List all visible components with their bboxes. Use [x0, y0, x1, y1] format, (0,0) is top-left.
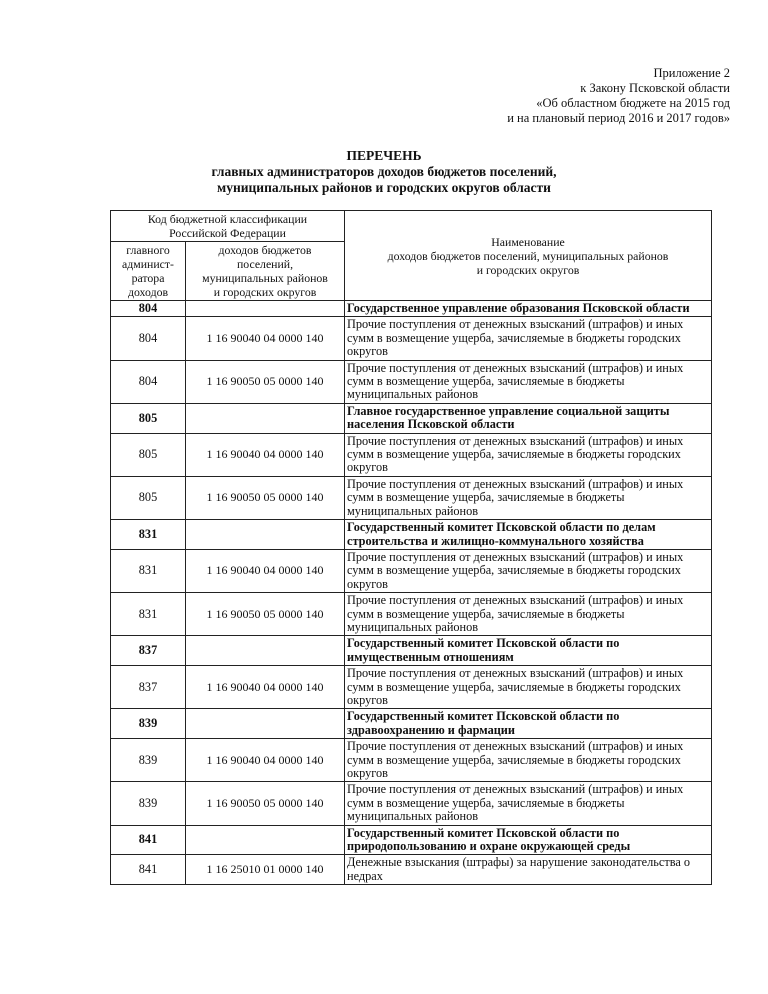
- admin-code-cell: 805: [111, 476, 186, 519]
- name-cell: Государственный комитет Псковской области по имущественным отношениям: [345, 636, 712, 666]
- title-line: главных администраторов доходов бюджетов поселений,: [211, 164, 557, 179]
- income-code-column-header: доходов бюджетов поселений, муниципальных районов и городских округов: [186, 242, 345, 301]
- name-column-header: Наименование доходов бюджетов поселений, муниципальных районов и городских округов: [345, 211, 712, 301]
- administrators-table: [110, 210, 712, 885]
- administrator-row: [111, 520, 712, 550]
- income-code-cell: [186, 825, 345, 855]
- name-cell: Прочие поступления от денежных взысканий (штрафов) и иных сумм в возмещение ущерба, зачисляемые в бюджеты муниципальных районов: [345, 476, 712, 519]
- name-cell: Прочие поступления от денежных взысканий (штрафов) и иных сумм в возмещение ущерба, зачисляемые в бюджеты муниципальных районов: [345, 593, 712, 636]
- income-code-cell: 1 16 90050 05 0000 140: [186, 782, 345, 825]
- income-code-cell: 1 16 90040 04 0000 140: [186, 433, 345, 476]
- income-code-cell: [186, 301, 345, 317]
- name-cell: Государственный комитет Псковской области по делам строительства и жилищно-коммунального хозяйства: [345, 520, 712, 550]
- admin-code-cell: 837: [111, 666, 186, 709]
- administrator-row: [111, 709, 712, 739]
- income-code-cell: 1 16 90050 05 0000 140: [186, 360, 345, 403]
- name-cell: Государственное управление образования Псковской области: [345, 301, 712, 317]
- admin-code-cell: 839: [111, 709, 186, 739]
- administrator-row: [111, 825, 712, 855]
- admin-code-cell: 805: [111, 433, 186, 476]
- table-header-row: [111, 211, 712, 242]
- income-code-cell: 1 16 90050 05 0000 140: [186, 476, 345, 519]
- admin-code-cell: 841: [111, 855, 186, 885]
- admin-column-header: главного админист- ратора доходов: [111, 242, 186, 301]
- name-cell: Государственный комитет Псковской области по природопользованию и охране окружающей среды: [345, 825, 712, 855]
- income-row: [111, 593, 712, 636]
- title-line: муниципальных районов и городских округов области: [217, 180, 551, 195]
- income-row: [111, 433, 712, 476]
- income-row: [111, 666, 712, 709]
- table-body: [111, 301, 712, 885]
- admin-code-cell: 831: [111, 520, 186, 550]
- title-line: ПЕРЕЧЕНЬ: [346, 148, 422, 163]
- admin-code-cell: 805: [111, 403, 186, 433]
- appendix-line: и на плановый период 2016 и 2017 годов»: [507, 111, 730, 125]
- income-row: [111, 549, 712, 592]
- admin-code-cell: 841: [111, 825, 186, 855]
- income-code-cell: 1 16 90050 05 0000 140: [186, 593, 345, 636]
- income-code-cell: 1 16 90040 04 0000 140: [186, 666, 345, 709]
- admin-code-cell: 831: [111, 593, 186, 636]
- classification-code-header: Код бюджетной классификации Российской Федерации: [111, 211, 345, 242]
- name-cell: Прочие поступления от денежных взысканий (штрафов) и иных сумм в возмещение ущерба, зачисляемые в бюджеты муниципальных районов: [345, 782, 712, 825]
- name-cell: Прочие поступления от денежных взысканий (штрафов) и иных сумм в возмещение ущерба, зачисляемые в бюджеты городских округов: [345, 739, 712, 782]
- name-cell: Денежные взыскания (штрафы) за нарушение законодательства о недрах: [345, 855, 712, 885]
- document-title: [0, 148, 768, 196]
- income-row: [111, 739, 712, 782]
- income-code-cell: [186, 709, 345, 739]
- name-cell: Прочие поступления от денежных взысканий (штрафов) и иных сумм в возмещение ущерба, зачисляемые в бюджеты городских округов: [345, 317, 712, 360]
- income-row: [111, 782, 712, 825]
- name-cell: Прочие поступления от денежных взысканий (штрафов) и иных сумм в возмещение ущерба, зачисляемые в бюджеты городских округов: [345, 549, 712, 592]
- admin-code-cell: 804: [111, 317, 186, 360]
- income-code-cell: 1 16 90040 04 0000 140: [186, 549, 345, 592]
- income-code-cell: [186, 636, 345, 666]
- income-row: [111, 476, 712, 519]
- admin-code-cell: 831: [111, 549, 186, 592]
- income-row: [111, 317, 712, 360]
- income-row: [111, 855, 712, 885]
- income-code-cell: [186, 520, 345, 550]
- appendix-note: [507, 66, 730, 126]
- income-code-cell: 1 16 90040 04 0000 140: [186, 739, 345, 782]
- admin-code-cell: 804: [111, 360, 186, 403]
- appendix-line: Приложение 2: [653, 66, 730, 80]
- admin-code-cell: 804: [111, 301, 186, 317]
- admin-code-cell: 837: [111, 636, 186, 666]
- income-code-cell: 1 16 90040 04 0000 140: [186, 317, 345, 360]
- appendix-line: к Закону Псковской области: [580, 81, 730, 95]
- income-code-cell: 1 16 25010 01 0000 140: [186, 855, 345, 885]
- admin-code-cell: 839: [111, 782, 186, 825]
- appendix-line: «Об областном бюджете на 2015 год: [536, 96, 730, 110]
- income-row: [111, 360, 712, 403]
- administrator-row: [111, 301, 712, 317]
- name-cell: Прочие поступления от денежных взысканий (штрафов) и иных сумм в возмещение ущерба, зачисляемые в бюджеты городских округов: [345, 666, 712, 709]
- admin-code-cell: 839: [111, 739, 186, 782]
- name-cell: Прочие поступления от денежных взысканий (штрафов) и иных сумм в возмещение ущерба, зачисляемые в бюджеты городских округов: [345, 433, 712, 476]
- name-cell: Прочие поступления от денежных взысканий (штрафов) и иных сумм в возмещение ущерба, зачисляемые в бюджеты муниципальных районов: [345, 360, 712, 403]
- administrator-row: [111, 403, 712, 433]
- name-cell: Главное государственное управление социальной защиты населения Псковской области: [345, 403, 712, 433]
- administrator-row: [111, 636, 712, 666]
- income-code-cell: [186, 403, 345, 433]
- name-cell: Государственный комитет Псковской области по здравоохранению и фармации: [345, 709, 712, 739]
